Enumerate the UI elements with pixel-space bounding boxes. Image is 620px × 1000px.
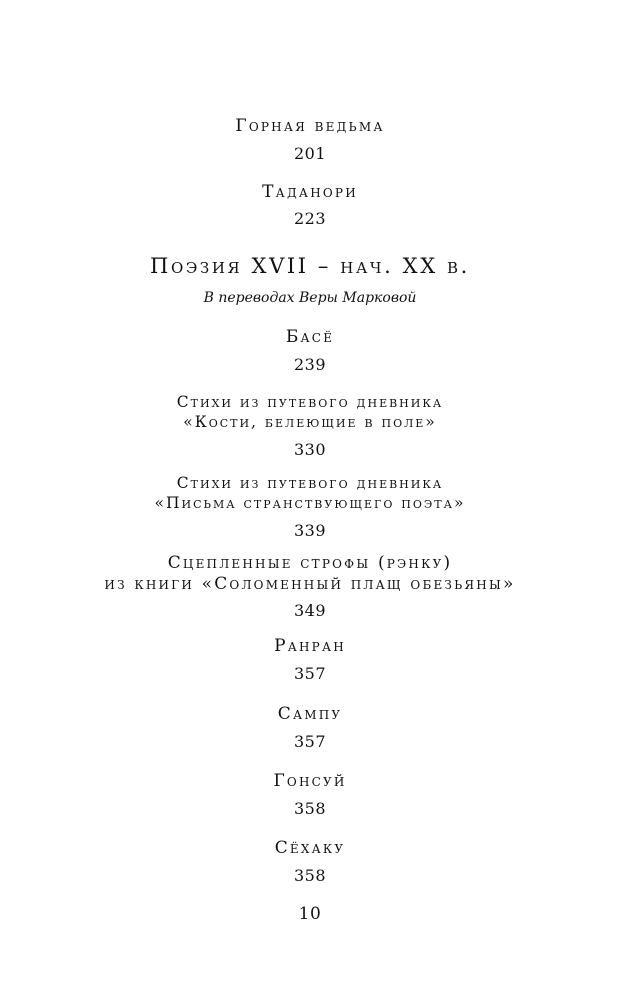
toc-entry-page: 357: [293, 664, 327, 683]
toc-entry-title: Ранран: [274, 636, 346, 656]
toc-entry-title: Горная ведьма: [235, 116, 385, 136]
toc-entry-page: 339: [293, 521, 327, 540]
section-subtitle: В переводах Веры Марковой: [203, 290, 417, 306]
toc-entry-title-line: «Письма странствующего поэта»: [154, 494, 466, 512]
toc-entry-page: 239: [293, 355, 327, 374]
toc-entry-title: Таданори: [262, 182, 358, 202]
toc-entry-title: Сампу: [277, 704, 343, 724]
toc-entry-page: 358: [293, 866, 327, 885]
toc-entry-page: 330: [293, 440, 327, 459]
toc-entry-page: 357: [293, 732, 327, 751]
toc-entry-page: 201: [293, 144, 327, 163]
page-number: 10: [298, 904, 322, 924]
toc-entry-page: 358: [293, 799, 327, 818]
toc-entry-title: Гонсуй: [273, 771, 347, 791]
toc-entry-title: Сёхаку: [274, 838, 346, 858]
section-heading: Поэзия XVII – нач. XX в.: [150, 254, 470, 278]
toc-entry-title-line: Стихи из путевого дневника: [176, 474, 444, 492]
toc-entry-title: Басё: [285, 327, 335, 347]
toc-entry-page: 223: [293, 209, 327, 228]
toc-entry-page: 349: [293, 601, 327, 620]
toc-entry-title-line: Стихи из путевого дневника: [176, 393, 444, 411]
toc-entry-title-line: из книги «Соломенный плащ обезьяны»: [104, 574, 516, 594]
toc-entry-title-line: Сцепленные строфы (рэнку): [167, 553, 453, 573]
toc-entry-title-line: «Кости, белеющие в поле»: [183, 413, 437, 431]
